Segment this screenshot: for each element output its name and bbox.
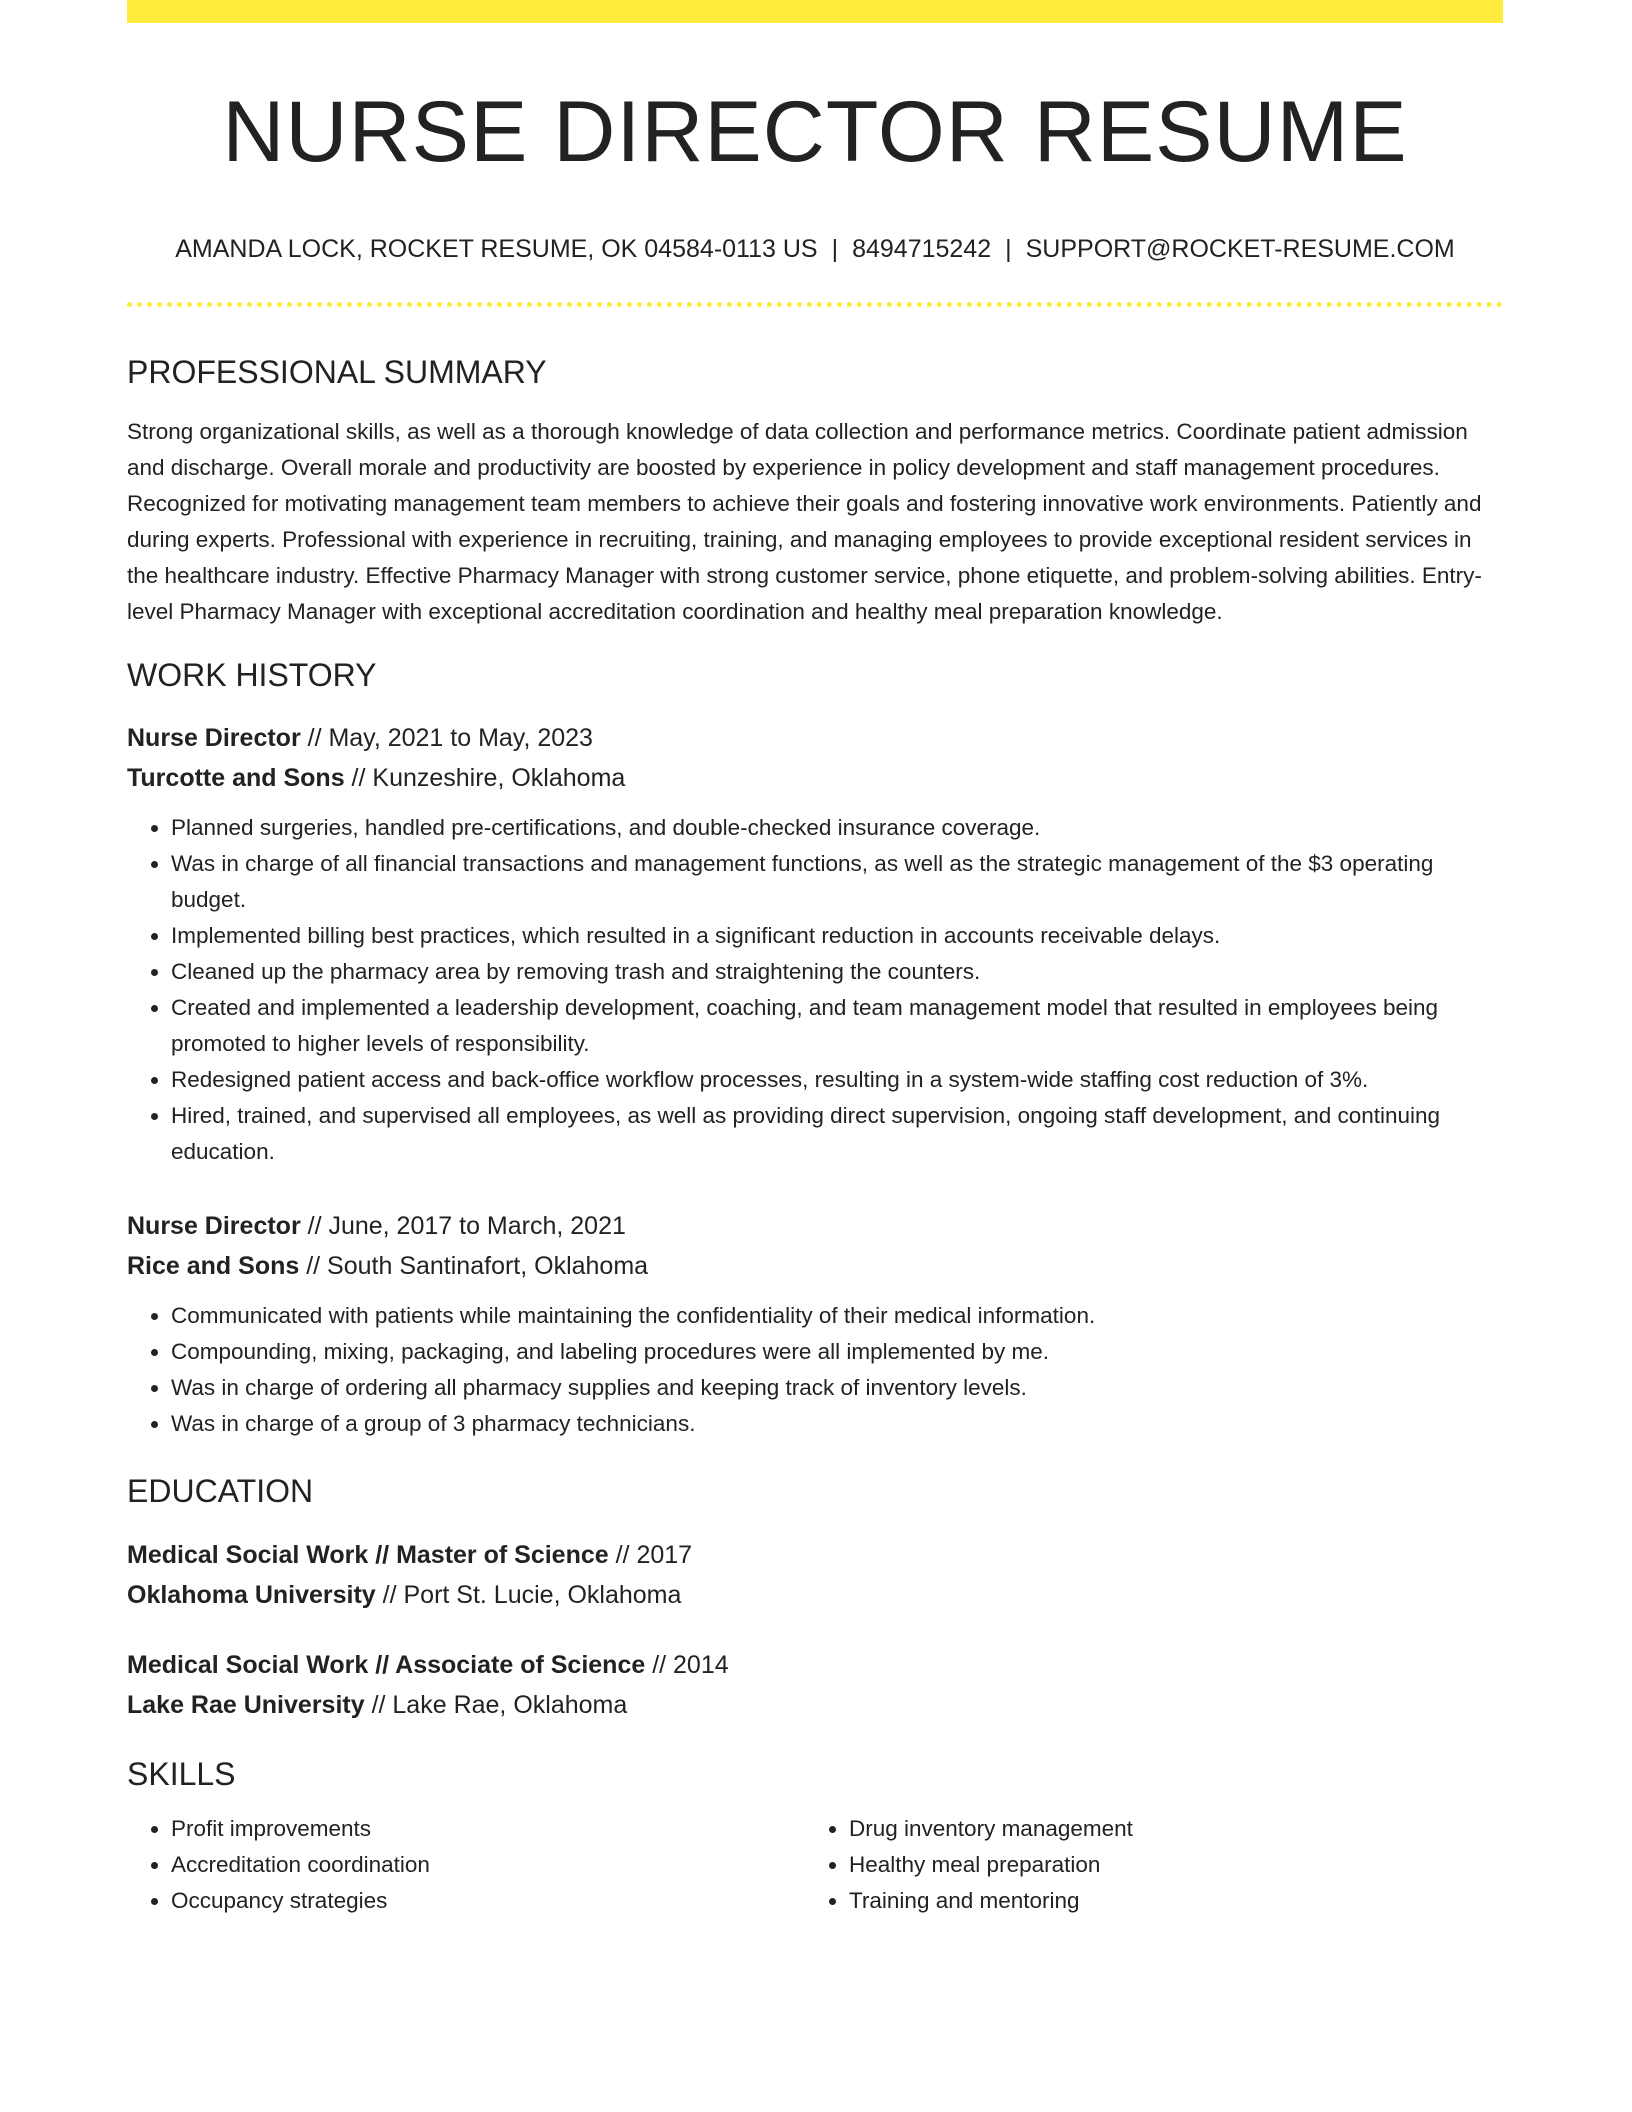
job-bullet: • Cleaned up the pharmacy area by removing trash and straightening the counters.	[171, 954, 1503, 990]
job-location: // South Santinafort, Oklahoma	[299, 1252, 649, 1281]
job-bullet: • Implemented billing best practices, which resulted in a significant reduction in accounts receivable delays.	[171, 918, 1503, 954]
contact-separator: |	[831, 234, 839, 263]
job-bullets	[127, 810, 1503, 1170]
job-bullet: • Planned surgeries, handled pre-certifications, and double-checked insurance coverage.	[171, 810, 1503, 846]
education-year: // 2017	[608, 1540, 693, 1569]
job-title-line	[127, 1206, 1503, 1246]
job-company: Turcotte and Sons	[127, 764, 345, 793]
accent-top-bar	[127, 0, 1503, 23]
job-bullets	[127, 1298, 1503, 1442]
education-location: // Port St. Lucie, Oklahoma	[375, 1580, 682, 1609]
skills-column-right	[805, 1811, 1483, 1919]
dotted-divider	[127, 302, 1503, 307]
resume-title: NURSE DIRECTOR RESUME	[222, 84, 1408, 180]
job-company: Rice and Sons	[127, 1252, 300, 1281]
education-school-line	[127, 1575, 1503, 1615]
section-heading-education: EDUCATION	[127, 1473, 314, 1510]
education-entry	[127, 1535, 1503, 1615]
job-bullet: • Hired, trained, and supervised all employees, as well as providing direct supervision, ongoing staff development, and continuing education.	[171, 1098, 1503, 1170]
job-location: // Kunzeshire, Oklahoma	[344, 764, 626, 793]
job-company-line	[127, 1246, 1503, 1286]
education-entry	[127, 1645, 1503, 1725]
contact-phone: 8494715242	[852, 234, 992, 263]
section-heading-work-history: WORK HISTORY	[127, 656, 377, 693]
education-degree: Medical Social Work // Associate of Science	[127, 1650, 646, 1679]
education-degree: Medical Social Work // Master of Science	[127, 1540, 609, 1569]
skill-item: • Profit improvements	[171, 1811, 805, 1847]
job-dates: // May, 2021 to May, 2023	[300, 724, 593, 753]
job-entry	[127, 718, 1503, 1170]
skill-item: • Occupancy strategies	[171, 1883, 805, 1919]
job-title: Nurse Director	[127, 1212, 301, 1241]
skill-item: • Accreditation coordination	[171, 1847, 805, 1883]
contact-separator: |	[1005, 234, 1012, 263]
job-entry	[127, 1206, 1503, 1442]
job-title: Nurse Director	[127, 724, 301, 753]
job-bullet: • Was in charge of ordering all pharmacy supplies and keeping track of inventory levels.	[171, 1370, 1503, 1406]
education-degree-line	[127, 1535, 1503, 1575]
section-heading-summary: PROFESSIONAL SUMMARY	[127, 354, 547, 391]
job-bullet: • Created and implemented a leadership development, coaching, and team management model that resulted in employees being promoted to higher levels of responsibility.	[171, 990, 1503, 1062]
job-bullet: • Was in charge of a group of 3 pharmacy technicians.	[171, 1406, 1503, 1442]
contact-address: AMANDA LOCK, ROCKET RESUME, OK 04584-0113 US	[175, 234, 818, 263]
job-bullet: • Compounding, mixing, packaging, and labeling procedures were all implemented by me.	[171, 1334, 1503, 1370]
education-school: Oklahoma University	[127, 1580, 376, 1609]
summary-text: Strong organizational skills, as well as a thorough knowledge of data collection and performance metrics. Coordinate patient admission and discharge. Overall morale and productivity are boosted by experience in policy development and staff management procedures. Recognized for motivating management team members to achieve their goals and fostering innovative work environments. Patiently and during experts. Professional with experience in recruiting, training, and managing employees to provide exceptional resident services in the healthcare industry. Effective Pharmacy Manager with strong customer service, phone etiquette, and problem-solving abilities. Entry-level Pharmacy Manager with exceptional accreditation coordination and healthy meal preparation knowledge.	[127, 418, 1482, 624]
resume-page	[127, 0, 1503, 1919]
job-bullet: • Communicated with patients while maintaining the confidentiality of their medical information.	[171, 1298, 1503, 1334]
education-school: Lake Rae University	[127, 1690, 365, 1719]
job-title-line	[127, 718, 1503, 758]
section-heading-skills: SKILLS	[127, 1755, 236, 1792]
skill-item: • Drug inventory management	[849, 1811, 1483, 1847]
job-bullet: • Redesigned patient access and back-office workflow processes, resulting in a system-wide staffing cost reduction of 3%.	[171, 1062, 1503, 1098]
skills-column-left	[127, 1811, 805, 1919]
education-school-line	[127, 1685, 1503, 1725]
skills-list	[127, 1811, 1503, 1919]
contact-line	[127, 233, 1503, 266]
education-degree-line	[127, 1645, 1503, 1685]
job-company-line	[127, 758, 1503, 798]
job-bullet: • Was in charge of all financial transactions and management functions, as well as the strategic management of the $3 operating budget.	[171, 846, 1503, 918]
skill-item: • Healthy meal preparation	[849, 1847, 1483, 1883]
education-location: // Lake Rae, Oklahoma	[364, 1690, 628, 1719]
skill-item: • Training and mentoring	[849, 1883, 1483, 1919]
job-dates: // June, 2017 to March, 2021	[300, 1212, 626, 1241]
education-year: // 2014	[645, 1650, 729, 1679]
contact-email: SUPPORT@ROCKET-RESUME.COM	[1025, 234, 1455, 263]
